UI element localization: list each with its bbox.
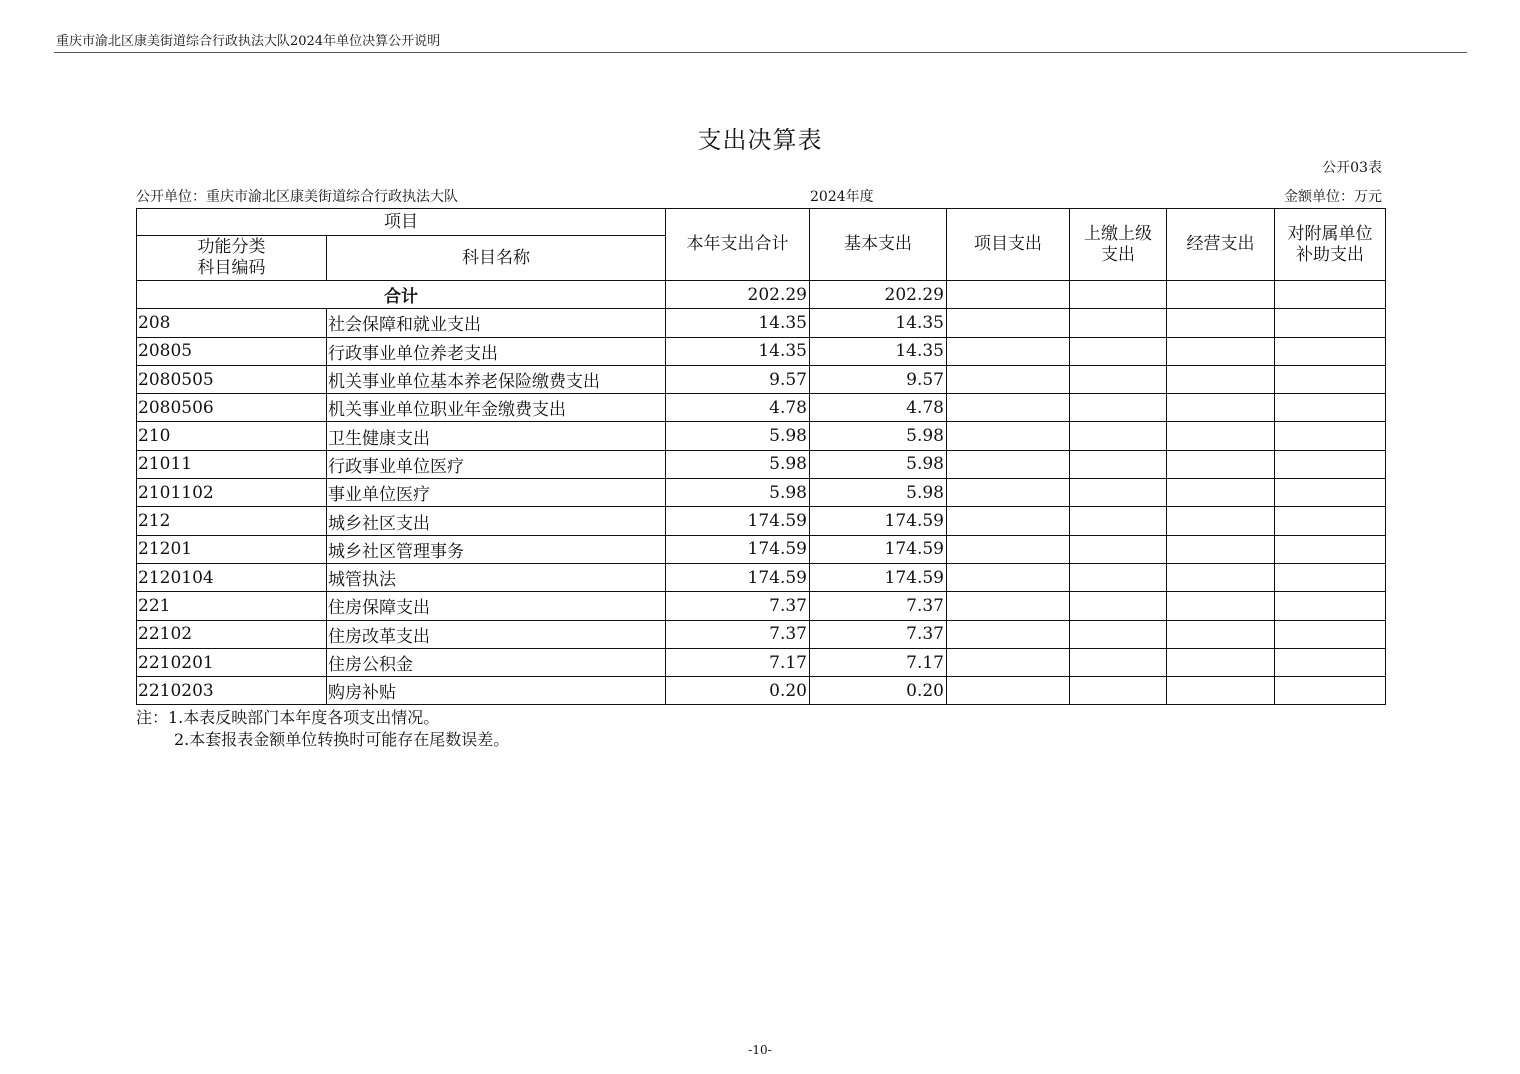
row-basic: 14.35 xyxy=(810,337,947,365)
row-basic: 5.98 xyxy=(810,422,947,450)
row-business xyxy=(1167,422,1275,450)
row-basic: 7.17 xyxy=(810,648,947,676)
row-total: 174.59 xyxy=(666,563,810,591)
row-name: 城乡社区支出 xyxy=(327,507,666,535)
row-subsidy xyxy=(1275,620,1386,648)
total-label: 合计 xyxy=(137,281,666,309)
row-project xyxy=(947,563,1070,591)
row-business xyxy=(1167,535,1275,563)
row-basic: 5.98 xyxy=(810,450,947,478)
table-row xyxy=(137,535,1386,563)
row-upper xyxy=(1070,394,1167,422)
row-business xyxy=(1167,309,1275,337)
table-row xyxy=(137,394,1386,422)
table-row xyxy=(137,507,1386,535)
row-basic: 9.57 xyxy=(810,365,947,393)
total-amount: 202.29 xyxy=(666,281,810,309)
row-code: 212 xyxy=(137,507,327,535)
row-upper xyxy=(1070,337,1167,365)
header-divider xyxy=(54,52,1467,53)
row-upper xyxy=(1070,450,1167,478)
row-upper xyxy=(1070,479,1167,507)
row-subsidy xyxy=(1275,394,1386,422)
table-row xyxy=(137,422,1386,450)
header-subsidy: 对附属单位 补助支出 xyxy=(1275,209,1386,281)
row-subsidy xyxy=(1275,535,1386,563)
header-name: 科目名称 xyxy=(327,236,666,281)
row-project xyxy=(947,479,1070,507)
row-upper xyxy=(1070,365,1167,393)
row-business xyxy=(1167,479,1275,507)
row-name: 机关事业单位基本养老保险缴费支出 xyxy=(327,365,666,393)
row-subsidy xyxy=(1275,479,1386,507)
table-row xyxy=(137,592,1386,620)
row-subsidy xyxy=(1275,507,1386,535)
row-total: 14.35 xyxy=(666,337,810,365)
header-project: 项目支出 xyxy=(947,209,1070,281)
header-business: 经营支出 xyxy=(1167,209,1275,281)
row-subsidy xyxy=(1275,648,1386,676)
row-business xyxy=(1167,507,1275,535)
row-total: 7.37 xyxy=(666,620,810,648)
form-number: 公开03表 xyxy=(1322,160,1382,176)
row-business xyxy=(1167,592,1275,620)
row-total: 7.17 xyxy=(666,648,810,676)
page-title: 支出决算表 xyxy=(697,126,823,154)
row-project xyxy=(947,394,1070,422)
row-subsidy xyxy=(1275,677,1386,705)
row-total: 5.98 xyxy=(666,450,810,478)
row-basic: 174.59 xyxy=(810,563,947,591)
row-subsidy xyxy=(1275,365,1386,393)
row-name: 事业单位医疗 xyxy=(327,479,666,507)
note-1: 注：1.本表反映部门本年度各项支出情况。 xyxy=(136,708,440,727)
row-project xyxy=(947,620,1070,648)
row-name: 机关事业单位职业年金缴费支出 xyxy=(327,394,666,422)
header-upper: 上缴上级 支出 xyxy=(1070,209,1167,281)
page-number: -10- xyxy=(748,1043,772,1057)
row-subsidy xyxy=(1275,309,1386,337)
row-code: 2120104 xyxy=(137,563,327,591)
row-total: 4.78 xyxy=(666,394,810,422)
table-row xyxy=(137,450,1386,478)
running-header: 重庆市渝北区康美街道综合行政执法大队2024年单位决算公开说明 xyxy=(56,34,441,49)
table-row xyxy=(137,365,1386,393)
row-project xyxy=(947,535,1070,563)
row-subsidy xyxy=(1275,450,1386,478)
note-2: 2.本套报表金额单位转换时可能存在尾数误差。 xyxy=(174,730,510,749)
row-total: 9.57 xyxy=(666,365,810,393)
row-project xyxy=(947,422,1070,450)
row-name: 行政事业单位医疗 xyxy=(327,450,666,478)
row-project xyxy=(947,450,1070,478)
row-name: 行政事业单位养老支出 xyxy=(327,337,666,365)
row-project xyxy=(947,507,1070,535)
row-upper xyxy=(1070,309,1167,337)
row-total: 174.59 xyxy=(666,507,810,535)
row-upper xyxy=(1070,563,1167,591)
row-business xyxy=(1167,620,1275,648)
row-code: 2080506 xyxy=(137,394,327,422)
row-project xyxy=(947,592,1070,620)
row-project xyxy=(947,337,1070,365)
total-project xyxy=(947,281,1070,309)
row-upper xyxy=(1070,507,1167,535)
row-name: 社会保障和就业支出 xyxy=(327,309,666,337)
row-total: 0.20 xyxy=(666,677,810,705)
table-row xyxy=(137,563,1386,591)
table-row xyxy=(137,309,1386,337)
header-code: 功能分类 科目编码 xyxy=(137,236,327,281)
table-row xyxy=(137,648,1386,676)
table-row xyxy=(137,677,1386,705)
row-total: 5.98 xyxy=(666,422,810,450)
row-basic: 174.59 xyxy=(810,507,947,535)
row-code: 221 xyxy=(137,592,327,620)
row-basic: 4.78 xyxy=(810,394,947,422)
row-total: 14.35 xyxy=(666,309,810,337)
row-upper xyxy=(1070,422,1167,450)
row-code: 2080505 xyxy=(137,365,327,393)
row-code: 2210203 xyxy=(137,677,327,705)
row-subsidy xyxy=(1275,592,1386,620)
total-subsidy xyxy=(1275,281,1386,309)
row-upper xyxy=(1070,535,1167,563)
row-business xyxy=(1167,365,1275,393)
row-business xyxy=(1167,648,1275,676)
row-basic: 7.37 xyxy=(810,620,947,648)
row-subsidy xyxy=(1275,337,1386,365)
fiscal-year: 2024年度 xyxy=(810,189,874,205)
total-business xyxy=(1167,281,1275,309)
table-meta xyxy=(136,186,1382,206)
row-subsidy xyxy=(1275,422,1386,450)
row-code: 2210201 xyxy=(137,648,327,676)
header-total: 本年支出合计 xyxy=(666,209,810,281)
row-business xyxy=(1167,450,1275,478)
row-basic: 5.98 xyxy=(810,479,947,507)
row-project xyxy=(947,648,1070,676)
row-total: 5.98 xyxy=(666,479,810,507)
row-upper xyxy=(1070,592,1167,620)
row-subsidy xyxy=(1275,563,1386,591)
row-code: 210 xyxy=(137,422,327,450)
row-business xyxy=(1167,563,1275,591)
header-basic: 基本支出 xyxy=(810,209,947,281)
row-basic: 14.35 xyxy=(810,309,947,337)
row-upper xyxy=(1070,620,1167,648)
table-row xyxy=(137,620,1386,648)
row-basic: 0.20 xyxy=(810,677,947,705)
row-name: 城管执法 xyxy=(327,563,666,591)
row-name: 住房保障支出 xyxy=(327,592,666,620)
total-upper xyxy=(1070,281,1167,309)
row-name: 卫生健康支出 xyxy=(327,422,666,450)
row-upper xyxy=(1070,648,1167,676)
row-code: 20805 xyxy=(137,337,327,365)
total-basic: 202.29 xyxy=(810,281,947,309)
expenditure-table xyxy=(136,208,1386,705)
row-code: 208 xyxy=(137,309,327,337)
reporting-unit: 公开单位：重庆市渝北区康美街道综合行政执法大队 xyxy=(136,189,458,205)
row-code: 2101102 xyxy=(137,479,327,507)
row-name: 城乡社区管理事务 xyxy=(327,535,666,563)
header-item: 项目 xyxy=(137,209,666,236)
table-notes xyxy=(136,707,509,751)
row-code: 21011 xyxy=(137,450,327,478)
row-basic: 174.59 xyxy=(810,535,947,563)
row-upper xyxy=(1070,677,1167,705)
row-business xyxy=(1167,337,1275,365)
row-project xyxy=(947,309,1070,337)
table-row xyxy=(137,337,1386,365)
table-row xyxy=(137,479,1386,507)
row-code: 22102 xyxy=(137,620,327,648)
row-project xyxy=(947,365,1070,393)
row-name: 购房补贴 xyxy=(327,677,666,705)
row-name: 住房公积金 xyxy=(327,648,666,676)
row-basic: 7.37 xyxy=(810,592,947,620)
row-total: 174.59 xyxy=(666,535,810,563)
row-business xyxy=(1167,677,1275,705)
row-business xyxy=(1167,394,1275,422)
row-code: 21201 xyxy=(137,535,327,563)
total-row xyxy=(137,281,1386,309)
row-project xyxy=(947,677,1070,705)
row-name: 住房改革支出 xyxy=(327,620,666,648)
row-total: 7.37 xyxy=(666,592,810,620)
amount-unit: 金额单位：万元 xyxy=(1284,189,1382,205)
